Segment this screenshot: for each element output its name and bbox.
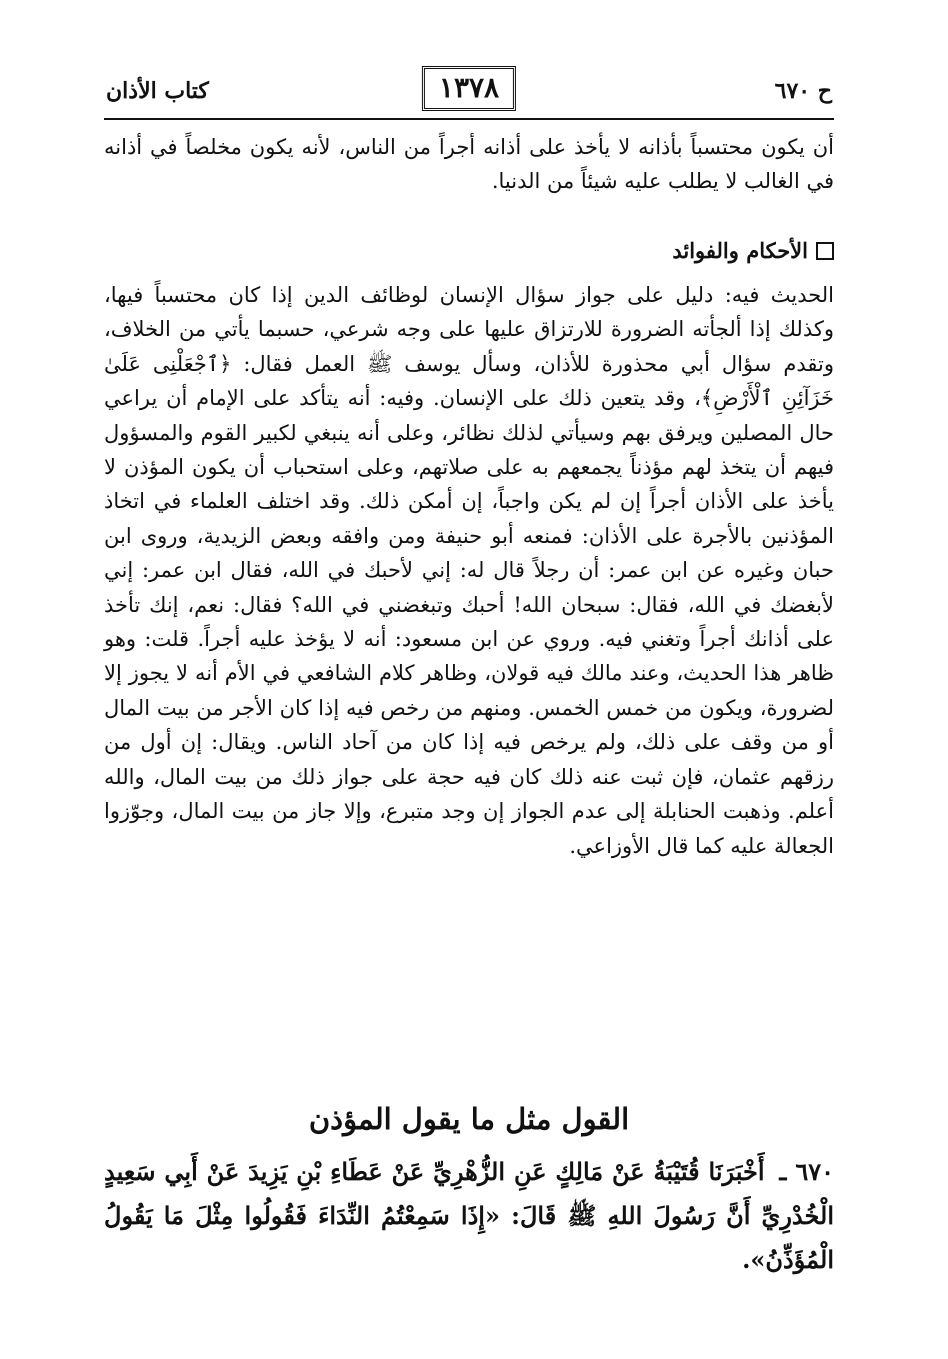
section-title: الأحكام والفوائد: [672, 238, 808, 263]
hadith-body: أَخْبَرَنَا قُتَيْبَةُ عَنْ مَالِكٍ عَنِ الزُّهْرِيِّ عَنْ عَطَاءِ بْنِ يَزِيدَ عَنْ أَبِي سَعِيدٍ الْخُدْرِيِّ أَنَّ رَسُولَ اللهِ ﷺ قَالَ: «إِذَا سَمِعْتُمُ النِّدَاءَ فَقُولُوا مِثْلَ مَا يَقُولُ الْمُؤَذِّنُ».: [104, 1157, 834, 1274]
hadith-number: ٦٧٠ ـ: [779, 1157, 834, 1186]
book-title: كتاب الأذان: [106, 78, 209, 104]
intro-paragraph: أن يكون محتسباً بأذانه لا يأخذ على أذانه أجراً من الناس، لأنه يكون مخلصاً في أذانه في الغالب لا يطلب عليه شيئاً من الدنيا.: [104, 135, 834, 194]
page-header: [104, 72, 834, 120]
chapter-title: القول مثل ما يقول المؤذن: [308, 1102, 630, 1136]
book-page: [104, 72, 834, 1302]
square-bullet-icon: [816, 242, 834, 260]
hadith-range: ح ٦٧٠: [774, 78, 832, 104]
rulings-paragraph: الحديث فيه: دليل على جواز سؤال الإنسان لوظائف الدين إذا كان محتسباً فيها، وكذلك إذا ألجأته الضرورة للارتزاق عليها على وجه شرعي، حسبما يأتي من الخلاف، وتقدم سؤال أبي محذورة للأذان، وسأل يوسف ﷺ العمل فقال: ﴿ٱجْعَلْنِى عَلَىٰ خَزَآئِنِ ٱلْأَرْضِ﴾، وقد يتعين ذلك على الإنسان. وفيه: أنه يتأكد على الإمام أن يراعي حال المصلين ويرفق بهم وسيأتي لذلك نظائر، وعلى أنه ينبغي لكبير القوم والمسؤول فيهم أن يتخذ لهم مؤذناً يجمعهم به على صلاتهم، وعلى استحباب أن يكون المؤذن لا يأخذ على الأذان أجراً إن لم يكن واجباً، إن أمكن ذلك. وقد اختلف العلماء في اتخاذ المؤذنين بالأجرة على الأذان: فمنعه أبو حنيفة ومن وافقه وبعض الزيدية، وروى ابن حبان وغيره عن ابن عمر: أن رجلاً قال له: إني لأحبك في الله، فقال ابن عمر: إني لأبغضك في الله، فقال: سبحان الله! أحبك وتبغضني في الله؟ فقال: نعم، إنك تأخذ على أذانك أجراً وتغني فيه. وروي عن ابن مسعود: أنه لا يؤخذ عليه أجراً. قلت: وهو ظاهر هذا الحديث، وعند مالك فيه قولان، وظاهر كلام الشافعي في الأم أنه لا يجوز إلا لضرورة، ويكون من خمس الخمس. ومنهم من رخص فيه إذا كان الأجر من بيت المال أو من وقف على ذلك، ولم يرخص فيه إذا كان من آحاد الناس. ويقال: إن أول من رزقهم عثمان، فإن ثبت عنه ذلك كان فيه حجة على جواز ذلك من بيت المال، والله أعلم. وذهبت الحنابلة إلى عدم الجواز إن وجد متبرع، وإلا جاز من بيت المال، وجوّزوا الجعالة عليه كما قال الأوزاعي.: [104, 283, 834, 858]
section-heading: [672, 238, 834, 263]
hadith-text: [104, 1150, 834, 1282]
page-number: ١٣٧٨: [422, 66, 516, 111]
